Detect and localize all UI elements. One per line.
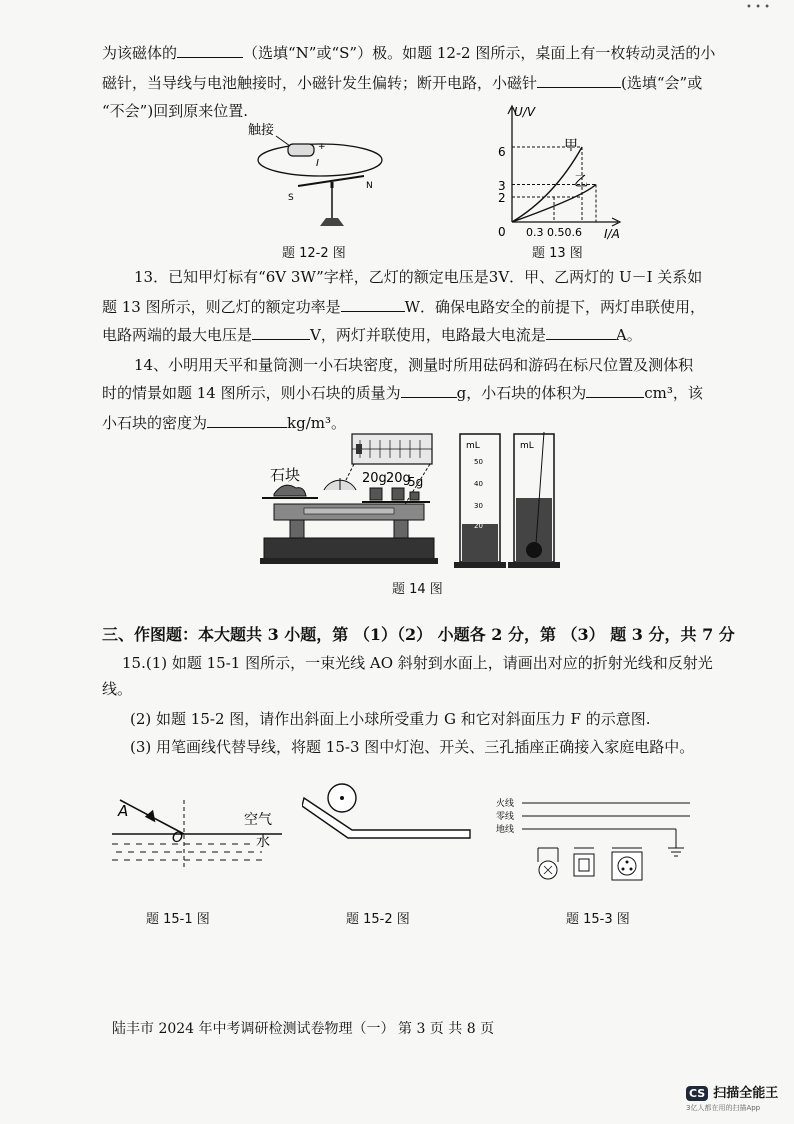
- origin-label: 0: [498, 225, 506, 239]
- earth-wire-label: 地线: [496, 825, 515, 835]
- figure-14-balance: [244, 432, 444, 572]
- answer-blank[interactable]: [586, 383, 644, 398]
- q12-text: （选填“N”或“S”）极。如题 12-2 图所示，桌面上有一枚转动灵活的小: [243, 44, 716, 62]
- q13-text: V，两灯并联使用，电路最大电流是: [310, 326, 546, 344]
- answer-blank[interactable]: [341, 297, 405, 312]
- q14-text: 小石块的密度为: [102, 414, 208, 432]
- weight-label-20g-b: 20g: [386, 471, 411, 486]
- cylinder-2: [508, 432, 560, 568]
- caption-15-1: 题 15-1 图: [146, 912, 210, 927]
- air-label: 空气: [244, 812, 272, 828]
- q15-2: (2) 如题 15-2 图，请作出斜面上小球所受重力 G 和它对斜面压力 F 的示意图.: [130, 710, 651, 728]
- q14-line3: [102, 412, 346, 434]
- switch-icon: [574, 848, 594, 876]
- answer-blank[interactable]: [177, 43, 243, 58]
- q12-line1: [102, 42, 715, 64]
- footer-page-number: 第 3 页 共 8 页: [398, 1021, 495, 1037]
- section-3-heading: 三、作图题：本大题共 3 小题，第 （1）（2） 小题各 2 分，第 （3） 题 3 分，共 7 分: [102, 625, 735, 644]
- figure-15-2: [302, 776, 474, 846]
- fig-current-label: I: [316, 158, 319, 169]
- svg-text:+: +: [318, 142, 326, 152]
- y-tick-3: 3: [498, 179, 506, 193]
- weight-label-5g: 5g: [408, 475, 424, 489]
- cs-logo-badge: CS: [686, 1086, 708, 1101]
- q14-line2: [102, 382, 703, 404]
- q14-text: g，小石块的体积为: [456, 384, 587, 402]
- q13-line2: [102, 296, 705, 318]
- caption-15-2: 题 15-2 图: [346, 912, 410, 927]
- figure-14-cylinders: [454, 432, 564, 572]
- q12-text: (选填“会”或: [621, 74, 703, 92]
- q15-1-line1: 15.(1) 如题 15-1 图所示，一束光线 AO 斜射到水面上，请画出对应的折射光线和反射光: [122, 654, 713, 672]
- water-label: 水: [256, 834, 270, 850]
- scanner-watermark: [686, 1082, 778, 1101]
- caption-12-2: 题 12-2 图: [282, 246, 346, 261]
- y-tick-2: 2: [498, 191, 506, 205]
- answer-blank[interactable]: [537, 73, 621, 88]
- series-label-jia: 甲: [564, 138, 578, 154]
- footer-title: 陆丰市 2024 年中考调研检测试卷物理（一）: [112, 1021, 395, 1037]
- q12-text: 为该磁体的: [102, 44, 178, 62]
- q14-text: kg/m³。: [287, 414, 346, 432]
- watermark-subtitle: 3亿人都在用的扫描App: [686, 1104, 761, 1112]
- tick-40: 40: [474, 480, 483, 488]
- corner-mark: • • •: [746, 2, 771, 13]
- q12-line3: “不会”)回到原来位置.: [102, 102, 248, 120]
- stone-label: 石块: [270, 466, 301, 484]
- watermark-name: 扫描全能王: [713, 1086, 779, 1101]
- series-label-yi: 乙: [574, 174, 588, 190]
- figure-12-2: [240, 118, 400, 233]
- q14-text: cm³，该: [644, 384, 703, 402]
- q15-1-line2: 线。: [102, 680, 133, 698]
- y-tick-6: 6: [498, 145, 506, 159]
- fig-south-label: S: [288, 193, 294, 203]
- tick-20: 20: [474, 522, 483, 530]
- y-axis-label: U/V: [514, 105, 536, 119]
- x-axis-label: I/A: [604, 227, 620, 240]
- q13-text: 电路两端的最大电压是: [102, 326, 253, 344]
- answer-blank[interactable]: [401, 383, 457, 398]
- point-a-label: A: [118, 802, 129, 820]
- q13-text: 题 13 图所示，则乙灯的额定功率是: [102, 298, 341, 316]
- q14-line1: 14、小明用天平和量筒测一小石块密度，测量时所用砝码和游码在标尺位置及测体积: [134, 356, 694, 374]
- q15-3: (3) 用笔画线代替导线，将题 15-3 图中灯泡、开关、三孔插座正确接入家庭电路中。: [130, 738, 695, 756]
- q13-text: A。: [615, 326, 642, 344]
- live-wire-label: 火线: [496, 799, 515, 809]
- figure-15-1: [112, 790, 292, 880]
- q13-line3: [102, 324, 642, 346]
- figure-13-graph: [488, 100, 638, 240]
- q13-text: W．确保电路安全的前提下，两灯串联使用，: [404, 298, 706, 316]
- x-ticks: 0.3 0.50.6: [526, 226, 582, 239]
- caption-15-3: 题 15-3 图: [566, 912, 630, 927]
- answer-blank[interactable]: [207, 413, 287, 428]
- fig-north-label: N: [366, 181, 373, 191]
- ml-label: mL: [520, 441, 534, 451]
- ml-label: mL: [466, 441, 480, 451]
- caption-13: 题 13 图: [532, 246, 583, 261]
- answer-blank[interactable]: [252, 325, 310, 340]
- tick-50: 50: [474, 458, 483, 466]
- caption-14: 题 14 图: [392, 582, 443, 597]
- answer-blank[interactable]: [546, 325, 616, 340]
- q14-text: 时的情景如题 14 图所示，则小石块的质量为: [102, 384, 401, 402]
- fig-label-touch: 触接: [248, 123, 275, 138]
- socket-icon: [612, 848, 642, 880]
- cylinder-1: [454, 434, 506, 568]
- weight-label-20g-a: 20g: [362, 471, 387, 486]
- figure-15-3: [494, 792, 694, 892]
- q12-text: 磁针，当导线与电池触接时，小磁针发生偏转；断开电路，小磁针: [102, 74, 538, 92]
- q12-line2: [102, 72, 702, 94]
- point-o-label: O: [172, 830, 184, 846]
- q13-line1: 13．已知甲灯标有“6V 3W”字样，乙灯的额定电压是3V．甲、乙两灯的 U－I 关系如: [134, 268, 703, 286]
- lamp-icon: [538, 848, 558, 879]
- tick-30: 30: [474, 502, 483, 510]
- neutral-wire-label: 零线: [496, 812, 515, 822]
